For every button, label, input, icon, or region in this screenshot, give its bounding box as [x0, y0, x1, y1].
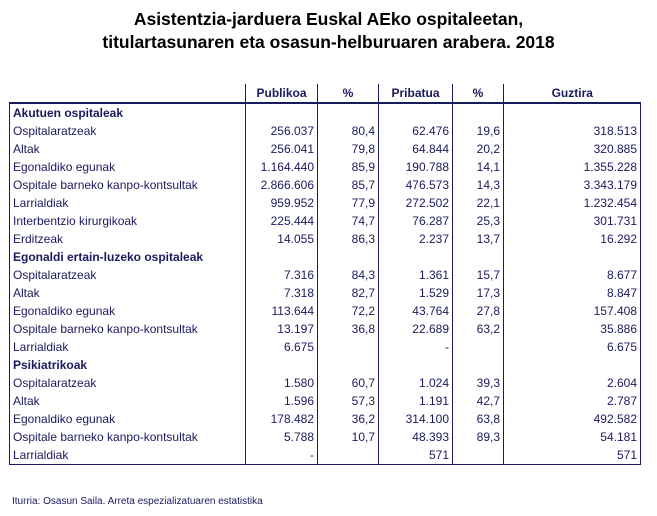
row-label: Ospitale barneko kanpo-kontsultak	[10, 176, 246, 194]
row-label: Larrialdiak	[10, 338, 246, 356]
row-label: Erditzeak	[10, 230, 246, 248]
value-cell: 85,7	[318, 176, 379, 194]
value-cell: 19,6	[453, 122, 504, 140]
empty-cell	[379, 356, 453, 374]
row-label: Egonaldiko egunak	[10, 410, 246, 428]
table-row	[10, 284, 641, 302]
value-cell: 8.847	[504, 284, 641, 302]
table-row	[10, 428, 641, 446]
value-cell: 35.886	[504, 320, 641, 338]
table-row	[10, 392, 641, 410]
value-cell: 318.513	[504, 122, 641, 140]
header-pribatua-pct: %	[453, 84, 504, 103]
empty-cell	[379, 248, 453, 266]
title-line-2: titulartasunaren eta osasun-helburuaren arabera. 2018	[102, 32, 555, 52]
value-cell: -	[379, 338, 453, 356]
empty-cell	[453, 248, 504, 266]
value-cell: 14,1	[453, 158, 504, 176]
value-cell: 48.393	[379, 428, 453, 446]
data-table	[9, 84, 641, 465]
value-cell: 301.731	[504, 212, 641, 230]
value-cell: 20,2	[453, 140, 504, 158]
value-cell: 571	[504, 446, 641, 465]
page-title	[0, 8, 657, 54]
value-cell	[453, 338, 504, 356]
value-cell: 1.580	[246, 374, 318, 392]
value-cell: 1.164.440	[246, 158, 318, 176]
table-row	[10, 158, 641, 176]
value-cell: 22.689	[379, 320, 453, 338]
row-label: Larrialdiak	[10, 194, 246, 212]
value-cell	[318, 446, 379, 465]
value-cell: 17,3	[453, 284, 504, 302]
value-cell: 1.529	[379, 284, 453, 302]
value-cell: 190.788	[379, 158, 453, 176]
value-cell: 39,3	[453, 374, 504, 392]
value-cell: 492.582	[504, 410, 641, 428]
value-cell	[318, 338, 379, 356]
table-row	[10, 446, 641, 465]
value-cell: 2.866.606	[246, 176, 318, 194]
value-cell: 16.292	[504, 230, 641, 248]
empty-cell	[318, 103, 379, 122]
empty-cell	[453, 356, 504, 374]
value-cell: 60,7	[318, 374, 379, 392]
section-heading: Psikiatrikoak	[10, 356, 246, 374]
table-row	[10, 410, 641, 428]
table-row	[10, 122, 641, 140]
value-cell: 63,8	[453, 410, 504, 428]
row-label: Ospitale barneko kanpo-kontsultak	[10, 320, 246, 338]
value-cell: 36,2	[318, 410, 379, 428]
value-cell: 10,7	[318, 428, 379, 446]
section-row	[10, 103, 641, 122]
empty-cell	[504, 356, 641, 374]
row-label: Altak	[10, 284, 246, 302]
row-label: Altak	[10, 392, 246, 410]
empty-cell	[246, 103, 318, 122]
value-cell: 571	[379, 446, 453, 465]
value-cell: 72,2	[318, 302, 379, 320]
value-cell: 1.024	[379, 374, 453, 392]
table-row	[10, 320, 641, 338]
title-line-1: Asistentzia-jarduera Euskal AEko ospitaleetan,	[133, 9, 524, 29]
value-cell: 959.952	[246, 194, 318, 212]
value-cell: 6.675	[504, 338, 641, 356]
value-cell: 62.476	[379, 122, 453, 140]
source-note: Iturria: Osasun Saila. Arreta espezializatuaren estatistika	[12, 496, 263, 507]
value-cell: 13.197	[246, 320, 318, 338]
row-label: Interbentzio kirurgikoak	[10, 212, 246, 230]
value-cell: 1.232.454	[504, 194, 641, 212]
value-cell: 5.788	[246, 428, 318, 446]
value-cell: 2.237	[379, 230, 453, 248]
value-cell: 314.100	[379, 410, 453, 428]
value-cell: 14.055	[246, 230, 318, 248]
value-cell: 79,8	[318, 140, 379, 158]
value-cell: 84,3	[318, 266, 379, 284]
value-cell: 22,1	[453, 194, 504, 212]
value-cell: 1.191	[379, 392, 453, 410]
value-cell: 14,3	[453, 176, 504, 194]
value-cell	[453, 446, 504, 465]
empty-cell	[246, 248, 318, 266]
empty-cell	[504, 248, 641, 266]
table-row	[10, 194, 641, 212]
section-heading: Akutuen ospitaleak	[10, 103, 246, 122]
value-cell: 76.287	[379, 212, 453, 230]
value-cell: 77,9	[318, 194, 379, 212]
value-cell: 85,9	[318, 158, 379, 176]
row-label: Ospitalaratzeak	[10, 374, 246, 392]
value-cell: 225.444	[246, 212, 318, 230]
value-cell: 80,4	[318, 122, 379, 140]
value-cell: 13,7	[453, 230, 504, 248]
table-row	[10, 374, 641, 392]
row-label: Ospitale barneko kanpo-kontsultak	[10, 428, 246, 446]
header-row	[10, 84, 641, 103]
value-cell: 74,7	[318, 212, 379, 230]
value-cell: 256.041	[246, 140, 318, 158]
value-cell: 57,3	[318, 392, 379, 410]
empty-cell	[318, 248, 379, 266]
table-row	[10, 338, 641, 356]
header-guztira: Guztira	[504, 84, 641, 103]
value-cell: 8.677	[504, 266, 641, 284]
value-cell: 7.316	[246, 266, 318, 284]
value-cell: -	[246, 446, 318, 465]
row-label: Larrialdiak	[10, 446, 246, 465]
value-cell: 15,7	[453, 266, 504, 284]
header-publikoa-pct: %	[318, 84, 379, 103]
row-label: Ospitalaratzeak	[10, 122, 246, 140]
empty-cell	[246, 356, 318, 374]
value-cell: 43.764	[379, 302, 453, 320]
value-cell: 1.355.228	[504, 158, 641, 176]
row-label: Egonaldiko egunak	[10, 302, 246, 320]
value-cell: 25,3	[453, 212, 504, 230]
value-cell: 1.361	[379, 266, 453, 284]
value-cell: 64.844	[379, 140, 453, 158]
value-cell: 36,8	[318, 320, 379, 338]
value-cell: 272.502	[379, 194, 453, 212]
value-cell: 256.037	[246, 122, 318, 140]
row-label: Altak	[10, 140, 246, 158]
value-cell: 157.408	[504, 302, 641, 320]
table-row	[10, 266, 641, 284]
section-row	[10, 248, 641, 266]
value-cell: 89,3	[453, 428, 504, 446]
header-publikoa: Publikoa	[246, 84, 318, 103]
section-heading: Egonaldi ertain-luzeko ospitaleak	[10, 248, 246, 266]
value-cell: 7.318	[246, 284, 318, 302]
value-cell: 6.675	[246, 338, 318, 356]
empty-cell	[318, 356, 379, 374]
table-row	[10, 212, 641, 230]
value-cell: 42,7	[453, 392, 504, 410]
empty-cell	[453, 103, 504, 122]
header-empty	[10, 84, 246, 103]
table-row	[10, 140, 641, 158]
table-row	[10, 230, 641, 248]
section-row	[10, 356, 641, 374]
value-cell: 54.181	[504, 428, 641, 446]
empty-cell	[504, 103, 641, 122]
value-cell: 1.596	[246, 392, 318, 410]
value-cell: 82,7	[318, 284, 379, 302]
value-cell: 178.482	[246, 410, 318, 428]
table-row	[10, 302, 641, 320]
value-cell: 27,8	[453, 302, 504, 320]
value-cell: 113.644	[246, 302, 318, 320]
value-cell: 2.604	[504, 374, 641, 392]
table-body	[10, 103, 641, 465]
empty-cell	[379, 103, 453, 122]
row-label: Ospitalaratzeak	[10, 266, 246, 284]
value-cell: 320.885	[504, 140, 641, 158]
value-cell: 3.343.179	[504, 176, 641, 194]
value-cell: 2.787	[504, 392, 641, 410]
value-cell: 86,3	[318, 230, 379, 248]
value-cell: 63,2	[453, 320, 504, 338]
value-cell: 476.573	[379, 176, 453, 194]
row-label: Egonaldiko egunak	[10, 158, 246, 176]
header-pribatua: Pribatua	[379, 84, 453, 103]
table-row	[10, 176, 641, 194]
